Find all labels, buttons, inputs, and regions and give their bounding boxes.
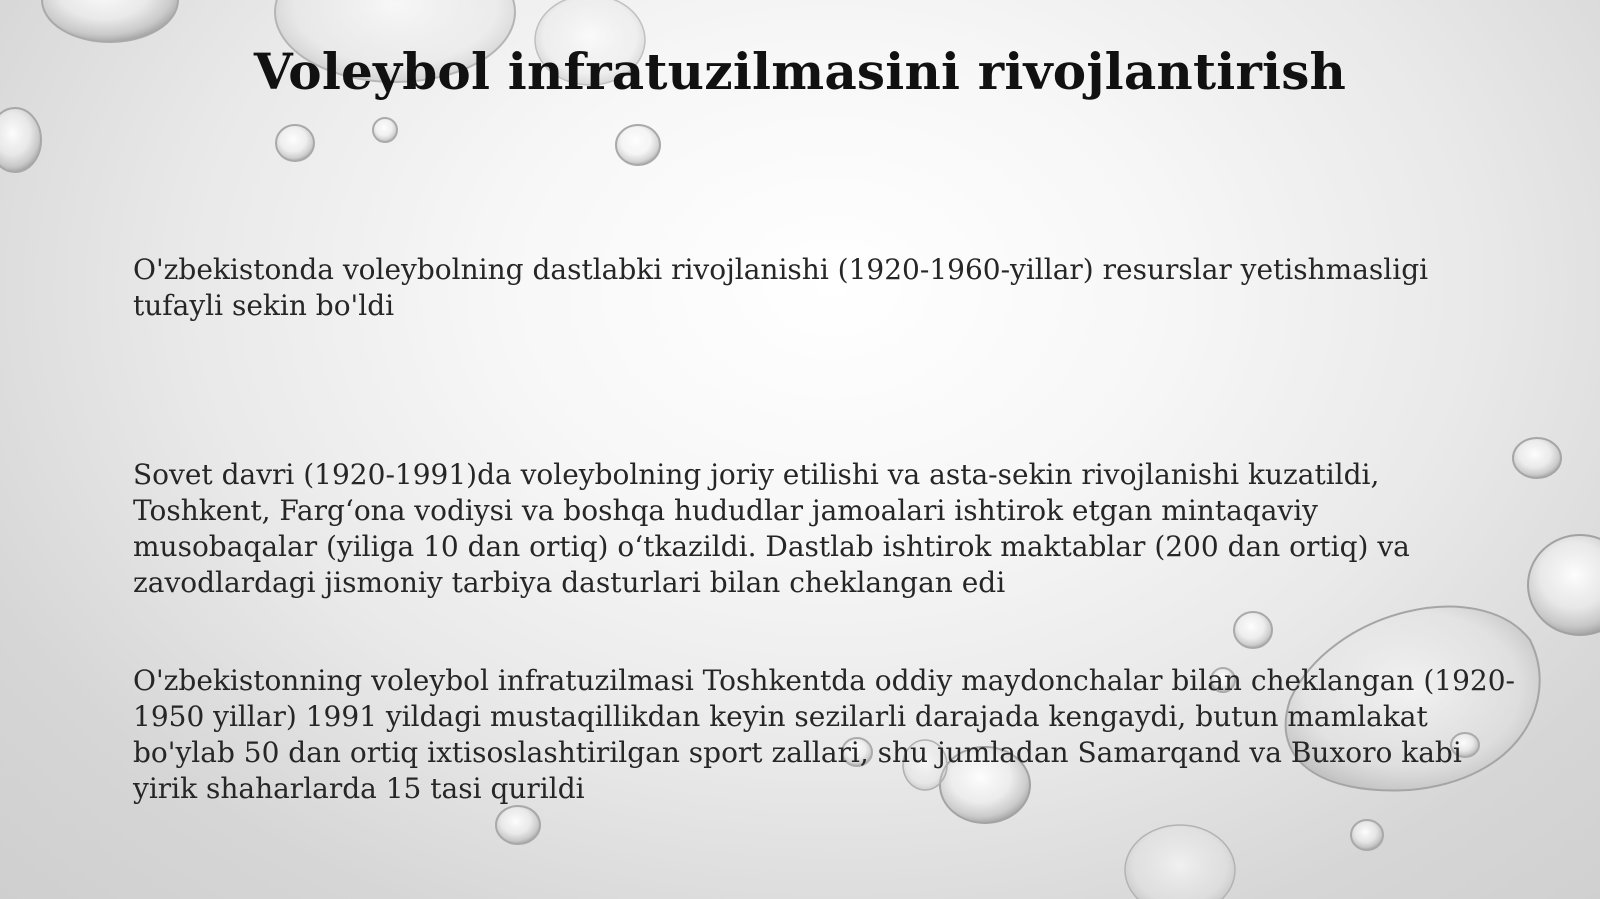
paragraph-early-development: O'zbekistonda voleybolning dastlabki rivojlanishi (1920-1960-yillar) resurslar yetishmasligi tufayli sekin bo'ldi bbox=[133, 253, 1429, 322]
paragraph-infrastructure-expansion: O'zbekistonning voleybol infratuzilmasi Toshkentda oddiy maydonchalar bilan cheklangan (1920- 1950 yillar) 1991 yildagi mustaqillikdan keyin sezilarli darajada kengaydi, butun mamlakat bo'ylab 50 dan ortiq ixtisoslashtirilgan sport zallari, shu jumladan Samarqand va Buxoro kabi yirik shaharlarda 15 tasi qurildi bbox=[133, 664, 1515, 805]
paragraph-soviet-period: Sovet davri (1920-1991)da voleybolning joriy etilishi va asta-sekin rivojlanishi kuzatildi, Toshkent, Farg‘ona vodiysi va boshqa hududlar jamoalari ishtirok etgan mintaqaviy musobaqalar (yiliga 10 dan ortiq) o‘tkazildi. Dastlab ishtirok maktablar (200 dan ortiq) va zavodlardagi jismoniy tarbiya dasturlari bilan cheklangan edi bbox=[133, 458, 1410, 599]
slide-title: Voleybol infratuzilmasini rivojlantirish bbox=[253, 42, 1347, 101]
